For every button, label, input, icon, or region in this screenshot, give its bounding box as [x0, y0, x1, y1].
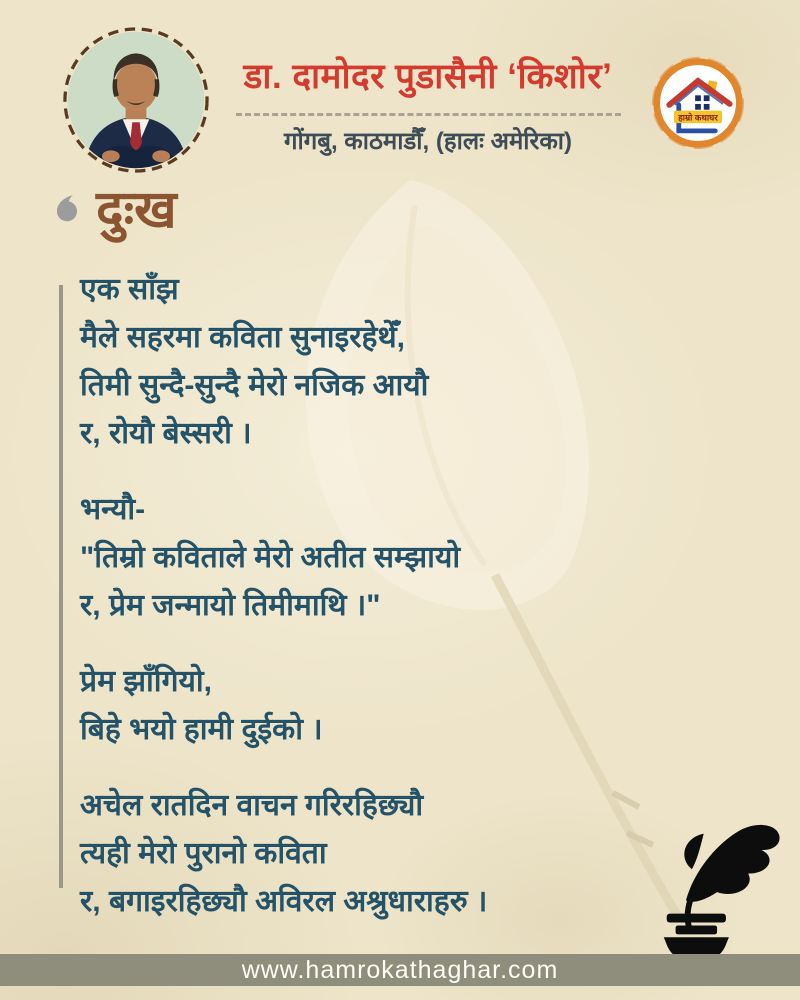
poem-line: र, रोयौ बेस्सरी । — [80, 417, 252, 450]
author-photo — [62, 26, 210, 174]
poem-stanza — [80, 266, 680, 458]
poem-line: एक साँझ — [80, 273, 179, 306]
poem-line: र, बगाइरहिछ्यौ अविरल अश्रुधाराहरु । — [80, 885, 488, 918]
author-location: गोंगबु, काठमाडौँ, (हालः अमेरिका) — [284, 128, 572, 155]
poem-left-rule — [59, 285, 63, 888]
footer-bar — [0, 954, 800, 986]
poem-line: बिहे भयो हामी दुईको । — [80, 713, 323, 746]
poem-line: भन्यौ- — [80, 493, 146, 526]
poem-stanza — [80, 782, 680, 926]
poem-line: तिमी सुन्दै-सुन्दै मेरो नजिक आयौ — [80, 369, 429, 402]
logo-text: हाम्रो कथाघर — [678, 112, 718, 123]
author-name: डा. दामोदर पुडासैनी ‘किशोर’ — [243, 57, 613, 96]
header-divider — [236, 113, 621, 116]
poem-body — [80, 266, 680, 954]
poem-line: र, प्रेम जन्मायो तिमीमाथि ।" — [80, 589, 381, 622]
poem-line: "तिम्रो कविताले मेरो अतीत सम्झायो — [80, 541, 461, 574]
quill-inkpot-icon — [645, 810, 795, 958]
poem-stanza — [80, 486, 680, 630]
poem-line: त्यही मेरो पुरानो कविता — [80, 837, 327, 870]
poem-line: प्रेम झाँगियो, — [80, 665, 212, 698]
header — [212, 0, 644, 157]
poem-line: अचेल रातदिन वाचन गरिरहिछ्यौ — [80, 789, 424, 822]
hamro-kathaghar-logo — [650, 55, 746, 151]
quote-mark-icon — [53, 191, 85, 227]
website-url: www.hamrokathaghar.com — [241, 955, 559, 984]
poem-stanza — [80, 658, 680, 754]
poem-line: मैले सहरमा कविता सुनाइरहेथेँ, — [80, 321, 405, 354]
poem-title: दुःख — [96, 181, 177, 239]
